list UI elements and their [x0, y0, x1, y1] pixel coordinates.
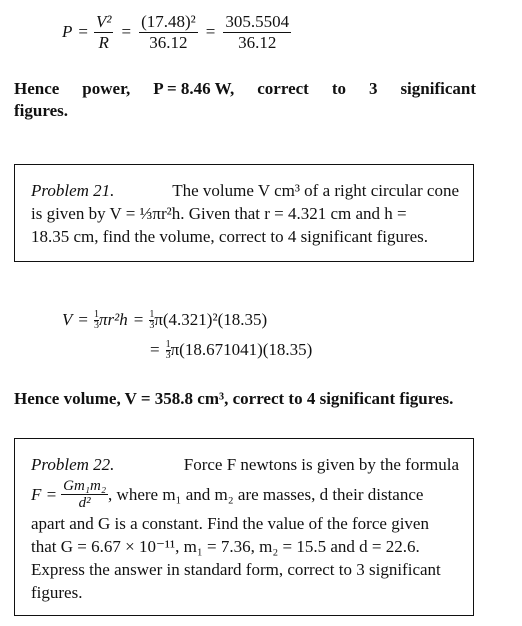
- eq1-frac3: [223, 12, 291, 53]
- eq1-frac2-num: (17.48)²: [141, 11, 196, 31]
- result-volume: [14, 388, 484, 410]
- problem-22-line6: figures.: [31, 583, 83, 602]
- eq1-frac2: [139, 12, 198, 53]
- problem-21-line3: 18.35 cm, find the volume, correct to 4 significant figures.: [31, 227, 429, 246]
- problem-22-text: [31, 453, 459, 604]
- result-power: [14, 78, 476, 122]
- eq2-third-den: 3: [149, 319, 155, 331]
- eq2-third-num: 1: [165, 338, 171, 350]
- eq2-mid: πr²h: [98, 310, 128, 329]
- result-power-line1: [14, 78, 476, 100]
- problem-21-label: Problem 21.: [31, 181, 115, 200]
- eq1-frac1-den: R: [94, 32, 113, 53]
- equation-volume: V = $\frac{1}{3}$ πr²h = $\frac{1}{3}$ π(4.321)²(18.35) = $\frac{1}{3}$ π(18.671041)(18.35): [62, 308, 313, 361]
- problem-22-formula-lhs: F =: [31, 484, 58, 504]
- eq1-frac3-den: 36.12: [223, 32, 291, 53]
- eq2-line2-rhs: π(18.671041)(18.35): [170, 340, 313, 359]
- problem-22-label: Problem 22.: [31, 455, 115, 474]
- eq2-third-num: 1: [149, 308, 155, 320]
- problem-22-line5: Express the answer in standard form, correct to 3 significant: [31, 560, 441, 579]
- result-power-line2: figures.: [14, 101, 68, 120]
- problem-21-text: [31, 179, 459, 248]
- problem-22-line1-rest: Force F newtons is given by the formula: [183, 455, 459, 474]
- problem-22-formula-den: d²: [61, 494, 108, 511]
- result-word: correct: [257, 79, 309, 98]
- result-word: 3: [368, 79, 378, 98]
- eq2-lhs: V: [62, 310, 73, 329]
- problem-22-line2: [31, 476, 459, 512]
- eq1-frac3-num: 305.5504: [225, 11, 290, 31]
- eq2-third-num: 1: [93, 308, 99, 320]
- eq1-frac2-den: 36.12: [139, 32, 198, 53]
- result-volume-text: Hence volume, V = 358.8 cm³, correct to 4 significant figures.: [14, 389, 454, 408]
- result-word: Hence: [14, 79, 60, 98]
- result-word: to: [331, 79, 346, 98]
- problem-22-line1: [31, 453, 459, 476]
- problem-21-line1-rest: The volume V cm³ of a right circular cone: [172, 181, 459, 200]
- eq2-third-den: 3: [165, 349, 171, 361]
- problem-21-line2: is given by V = ⅓πr²h. Given that r = 4.321 cm and h =: [31, 204, 407, 223]
- problem-22-line3: apart and G is a constant. Find the value of the force given: [31, 514, 429, 533]
- eq1-frac1: [94, 12, 113, 53]
- eq2-third-den: 3: [93, 319, 99, 331]
- equation-power: P = $\frac{\text{V²}}{R}$ = $\frac{\text{(17.48)²}}{36.12}$ = $\frac{305.5504}{36.12}$: [62, 11, 290, 52]
- problem-22-box: [14, 438, 474, 616]
- problem-22-line2-rest: , where m₁ and m₂ are masses, d their distance: [108, 484, 424, 504]
- result-word: power,: [82, 79, 131, 98]
- eq1-lhs: P: [62, 22, 73, 41]
- problem-21-line1: [31, 179, 459, 202]
- problem-22-formula-frac: [61, 478, 108, 511]
- problem-22-formula-num: Gm₁m₂: [63, 477, 107, 494]
- result-value: P = 8.46 W,: [153, 79, 235, 98]
- eq1-frac1-num: V²: [95, 11, 112, 31]
- eq2-line1-rhs: π(4.321)²(18.35): [154, 310, 268, 329]
- result-word: significant: [400, 79, 476, 98]
- problem-22-line4: that G = 6.67 × 10⁻¹¹, m₁ = 7.36, m₂ = 15.5 and d = 22.6.: [31, 537, 420, 556]
- problem-21-box: [14, 164, 474, 262]
